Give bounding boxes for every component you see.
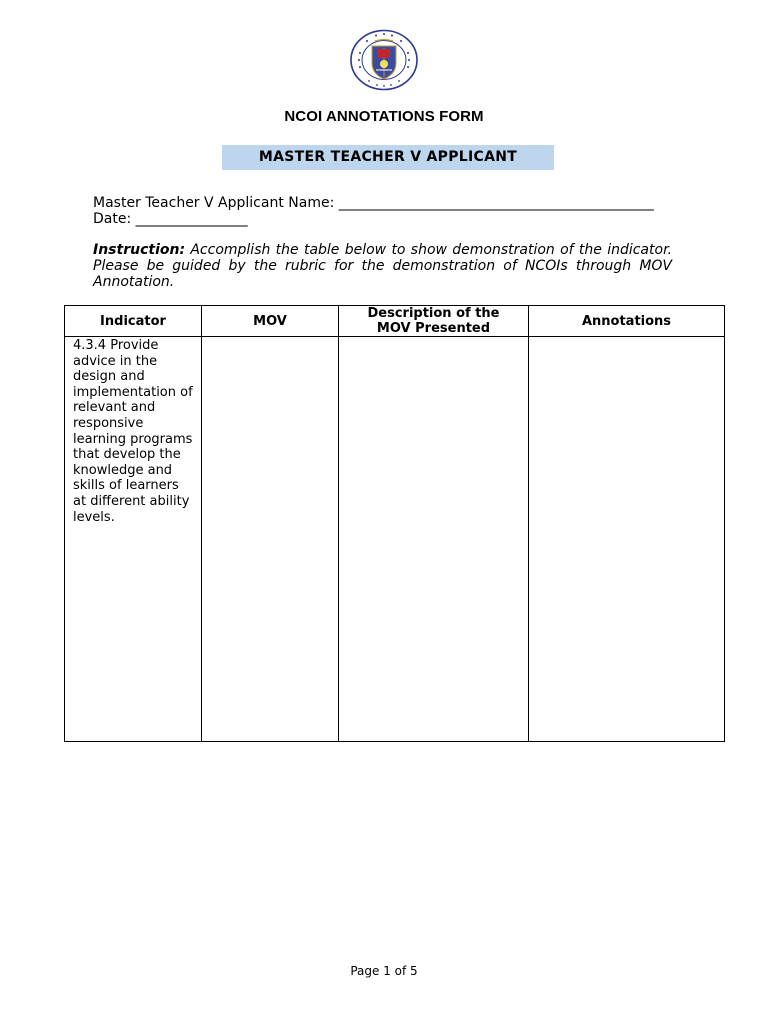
applicant-name-field xyxy=(93,195,654,211)
instruction-paragraph xyxy=(93,242,672,290)
deped-seal xyxy=(349,29,419,91)
description-cell[interactable] xyxy=(339,337,529,742)
deped-seal-icon xyxy=(351,31,417,90)
date-field xyxy=(93,211,248,227)
applicant-name-label: Master Teacher V Applicant Name: xyxy=(93,195,335,211)
instruction-text: Accomplish the table below to show demonstration of the indicator. Please be guided by the rubric for the demonstration of NCOIs through MOV Annotation. xyxy=(93,242,672,290)
date-blank[interactable]: ________________ xyxy=(135,211,248,227)
applicant-name-blank[interactable]: _____________________________________________ xyxy=(338,195,654,211)
table-row xyxy=(65,337,725,742)
header-mov: MOV xyxy=(202,306,339,337)
applicant-title-banner: MASTER TEACHER V APPLICANT xyxy=(222,145,554,170)
annotations-cell[interactable] xyxy=(529,337,725,742)
instruction-lead: Instruction: xyxy=(93,242,186,258)
header-indicator: Indicator xyxy=(65,306,202,337)
table-header-row xyxy=(65,306,725,337)
page-number: Page 1 of 5 xyxy=(350,964,418,978)
date-label: Date: xyxy=(93,211,132,227)
form-title: NCOI ANNOTATIONS FORM xyxy=(284,108,484,125)
header-description: Description of the MOV Presented xyxy=(339,306,529,337)
indicator-cell xyxy=(65,337,202,742)
annotations-table xyxy=(64,305,725,742)
header-annotations: Annotations xyxy=(529,306,725,337)
mov-cell[interactable] xyxy=(202,337,339,742)
indicator-text: 4.3.4 Provide advice in the design and implementation of relevant and responsive learning programs that develop the knowledge and skills of learners at different ability levels. xyxy=(73,338,193,525)
